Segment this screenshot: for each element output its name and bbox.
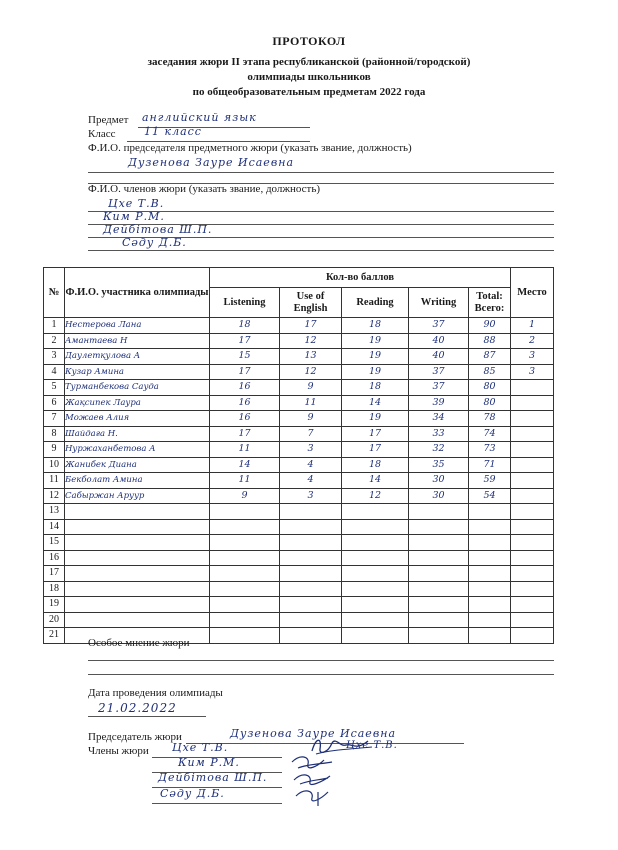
cell-number: 17: [44, 566, 65, 582]
cell-writing: [409, 566, 469, 582]
member-4: Сәду Д.Б.: [122, 236, 187, 249]
cell-use-of-english: 12: [280, 364, 342, 380]
cell-place: 3: [511, 364, 554, 380]
cell-reading: 18: [342, 318, 409, 334]
table-row: [44, 504, 554, 520]
cell-listening: 15: [210, 349, 280, 365]
cell-reading: [342, 581, 409, 597]
cell-reading: 17: [342, 442, 409, 458]
cell-total: 74: [469, 426, 511, 442]
cell-place: [511, 380, 554, 396]
cell-reading: 19: [342, 349, 409, 365]
cell-number: 1: [44, 318, 65, 334]
cell-reading: 14: [342, 395, 409, 411]
cell-number: 18: [44, 581, 65, 597]
cell-writing: 40: [409, 333, 469, 349]
table-row: [44, 535, 554, 551]
cell-total: 88: [469, 333, 511, 349]
cell-listening: [210, 519, 280, 535]
cell-number: 6: [44, 395, 65, 411]
cell-total: 54: [469, 488, 511, 504]
cell-use-of-english: [280, 628, 342, 644]
cell-number: 20: [44, 612, 65, 628]
cell-number: 4: [44, 364, 65, 380]
cell-reading: [342, 566, 409, 582]
cell-total: [469, 566, 511, 582]
cell-place: 1: [511, 318, 554, 334]
cell-use-of-english: [280, 504, 342, 520]
signature-members: [288, 752, 338, 808]
signature-text: Цхе Т.В.: [346, 740, 398, 751]
cell-participant-name: [65, 581, 210, 597]
cell-participant-name: [65, 535, 210, 551]
cell-participant-name: [65, 550, 210, 566]
cell-reading: [342, 550, 409, 566]
cell-place: [511, 597, 554, 613]
cell-participant-name: [65, 566, 210, 582]
cell-participant-name: [65, 612, 210, 628]
cell-place: [511, 442, 554, 458]
cell-writing: [409, 612, 469, 628]
class-label: Класс: [88, 128, 116, 140]
cell-number: 21: [44, 628, 65, 644]
cell-writing: [409, 504, 469, 520]
cell-use-of-english: 17: [280, 318, 342, 334]
cell-reading: [342, 597, 409, 613]
cell-number: 12: [44, 488, 65, 504]
cell-participant-name: Шайдаға Н.: [65, 426, 210, 442]
cell-listening: 9: [210, 488, 280, 504]
cell-writing: [409, 550, 469, 566]
cell-total: 78: [469, 411, 511, 427]
cell-total: 73: [469, 442, 511, 458]
cell-listening: 17: [210, 364, 280, 380]
cell-number: 16: [44, 550, 65, 566]
cell-writing: [409, 628, 469, 644]
header-place: Место: [511, 268, 554, 318]
cell-reading: 12: [342, 488, 409, 504]
cell-participant-name: Даулетқулова А: [65, 349, 210, 365]
table-row: [44, 411, 554, 427]
date-underline: [88, 716, 206, 717]
cell-listening: 16: [210, 380, 280, 396]
cell-place: [511, 550, 554, 566]
cell-total: 80: [469, 380, 511, 396]
cell-number: 9: [44, 442, 65, 458]
table-row: [44, 364, 554, 380]
cell-writing: 30: [409, 488, 469, 504]
subject-label: Предмет: [88, 114, 129, 126]
results-table-body: [44, 318, 554, 644]
cell-total: [469, 581, 511, 597]
header-scores: Кол-во баллов: [210, 268, 511, 288]
results-table: [43, 267, 554, 644]
cell-place: [511, 411, 554, 427]
cell-listening: [210, 612, 280, 628]
cell-total: 90: [469, 318, 511, 334]
cell-place: [511, 535, 554, 551]
cell-place: [511, 426, 554, 442]
cell-number: 19: [44, 597, 65, 613]
footer-member-2: Ким Р.М.: [178, 756, 240, 769]
footer-member-1: Цхе Т.В.: [172, 741, 229, 754]
cell-use-of-english: [280, 550, 342, 566]
cell-use-of-english: [280, 566, 342, 582]
cell-participant-name: [65, 504, 210, 520]
cell-participant-name: Жанибек Диана: [65, 457, 210, 473]
chairman-label: Председатель жюри: [88, 731, 182, 743]
cell-writing: 37: [409, 364, 469, 380]
cell-place: [511, 504, 554, 520]
cell-listening: [210, 535, 280, 551]
cell-participant-name: Можаев Алия: [65, 411, 210, 427]
cell-use-of-english: 11: [280, 395, 342, 411]
cell-number: 11: [44, 473, 65, 489]
table-row: [44, 519, 554, 535]
cell-reading: [342, 628, 409, 644]
table-row: [44, 349, 554, 365]
cell-total: 87: [469, 349, 511, 365]
jury-members-label: Члены жюри: [88, 745, 149, 757]
cell-listening: 17: [210, 426, 280, 442]
table-row: [44, 380, 554, 396]
cell-listening: 11: [210, 473, 280, 489]
cell-number: 13: [44, 504, 65, 520]
cell-place: 2: [511, 333, 554, 349]
cell-participant-name: Бекболат Амина: [65, 473, 210, 489]
date-label: Дата проведения олимпиады: [88, 687, 223, 699]
cell-reading: 14: [342, 473, 409, 489]
cell-place: 3: [511, 349, 554, 365]
cell-reading: [342, 504, 409, 520]
table-row: [44, 395, 554, 411]
table-row: [44, 333, 554, 349]
cell-number: 8: [44, 426, 65, 442]
cell-participant-name: Сабыржан Аруур: [65, 488, 210, 504]
cell-participant-name: Нуржаханбетова А: [65, 442, 210, 458]
cell-use-of-english: 4: [280, 473, 342, 489]
header-participant: Ф.И.О. участника олимпиады: [65, 268, 210, 318]
cell-reading: 18: [342, 457, 409, 473]
cell-use-of-english: 3: [280, 442, 342, 458]
cell-writing: 34: [409, 411, 469, 427]
cell-use-of-english: [280, 581, 342, 597]
cell-participant-name: Кузар Амина: [65, 364, 210, 380]
cell-total: [469, 628, 511, 644]
cell-total: [469, 519, 511, 535]
table-row: [44, 457, 554, 473]
cell-listening: [210, 597, 280, 613]
cell-listening: [210, 504, 280, 520]
cell-use-of-english: [280, 519, 342, 535]
cell-participant-name: [65, 597, 210, 613]
cell-listening: 11: [210, 442, 280, 458]
cell-use-of-english: 3: [280, 488, 342, 504]
cell-number: 15: [44, 535, 65, 551]
members-label: Ф.И.О. членов жюри (указать звание, должность): [88, 183, 321, 195]
cell-total: [469, 550, 511, 566]
member-underline-4: [88, 250, 554, 251]
cell-number: 3: [44, 349, 65, 365]
cell-place: [511, 581, 554, 597]
cell-writing: 39: [409, 395, 469, 411]
cell-reading: [342, 535, 409, 551]
cell-participant-name: Жақсипек Лаура: [65, 395, 210, 411]
cell-listening: 16: [210, 395, 280, 411]
cell-use-of-english: 4: [280, 457, 342, 473]
cell-use-of-english: 9: [280, 411, 342, 427]
table-row: [44, 473, 554, 489]
cell-total: 80: [469, 395, 511, 411]
document-title: ПРОТОКОЛ: [272, 34, 346, 48]
subject-value: английский язык: [142, 111, 257, 124]
cell-reading: 19: [342, 333, 409, 349]
cell-writing: [409, 581, 469, 597]
chair-label: Ф.И.О. председателя предметного жюри (указать звание, должность): [88, 142, 412, 154]
cell-number: 2: [44, 333, 65, 349]
cell-writing: [409, 519, 469, 535]
member-2: Ким Р.М.: [103, 210, 165, 223]
cell-place: [511, 473, 554, 489]
cell-listening: 17: [210, 333, 280, 349]
chairman-value: Дузенова Зауре Исаевна: [230, 727, 397, 740]
cell-total: [469, 612, 511, 628]
table-row: [44, 581, 554, 597]
cell-total: 71: [469, 457, 511, 473]
header-number: №: [44, 268, 65, 318]
table-row: [44, 442, 554, 458]
cell-listening: [210, 581, 280, 597]
opinion-line-1: [88, 660, 554, 661]
table-row: [44, 597, 554, 613]
cell-writing: 40: [409, 349, 469, 365]
cell-listening: 16: [210, 411, 280, 427]
cell-listening: 18: [210, 318, 280, 334]
header-writing: Writing: [409, 288, 469, 318]
table-row: [44, 488, 554, 504]
cell-participant-name: Турманбекова Сауда: [65, 380, 210, 396]
date-value: 21.02.2022: [98, 701, 177, 715]
cell-writing: [409, 597, 469, 613]
cell-number: 7: [44, 411, 65, 427]
document-subtitle-line-1: заседания жюри II этапа республиканской (районной/городской): [147, 56, 471, 68]
cell-number: 10: [44, 457, 65, 473]
footer-member-underline-4: [152, 803, 282, 804]
cell-use-of-english: [280, 612, 342, 628]
cell-place: [511, 519, 554, 535]
footer-member-3: Дейбітова Ш.П.: [158, 771, 268, 784]
cell-use-of-english: 9: [280, 380, 342, 396]
cell-writing: 37: [409, 380, 469, 396]
cell-use-of-english: [280, 535, 342, 551]
document-subtitle-line-3: по общеобразовательным предметам 2022 года: [192, 86, 426, 98]
cell-writing: 33: [409, 426, 469, 442]
cell-listening: [210, 566, 280, 582]
table-row: [44, 550, 554, 566]
table-row: [44, 566, 554, 582]
cell-use-of-english: 13: [280, 349, 342, 365]
class-value: 11 класс: [144, 125, 202, 138]
cell-reading: 17: [342, 426, 409, 442]
opinion-line-2: [88, 674, 554, 675]
cell-place: [511, 612, 554, 628]
chair-value: Дузенова Зауре Исаевна: [128, 156, 295, 169]
cell-listening: 14: [210, 457, 280, 473]
cell-listening: [210, 550, 280, 566]
cell-total: 85: [469, 364, 511, 380]
cell-participant-name: [65, 519, 210, 535]
footer-member-4: Сәду Д.Б.: [160, 787, 225, 800]
table-row: [44, 318, 554, 334]
cell-participant-name: Нестерова Лана: [65, 318, 210, 334]
jury-opinion-label: Особое мнение жюри: [88, 637, 190, 649]
cell-number: 5: [44, 380, 65, 396]
cell-place: [511, 628, 554, 644]
cell-place: [511, 488, 554, 504]
cell-reading: [342, 612, 409, 628]
cell-total: [469, 597, 511, 613]
cell-reading: 19: [342, 411, 409, 427]
cell-total: [469, 504, 511, 520]
member-3: Дейбітова Ш.П.: [103, 223, 213, 236]
cell-writing: 35: [409, 457, 469, 473]
cell-listening: [210, 628, 280, 644]
header-total: Total: Всего:: [469, 288, 511, 318]
cell-place: [511, 566, 554, 582]
cell-place: [511, 395, 554, 411]
cell-use-of-english: [280, 597, 342, 613]
cell-total: 59: [469, 473, 511, 489]
cell-reading: [342, 519, 409, 535]
table-row: [44, 426, 554, 442]
cell-total: [469, 535, 511, 551]
cell-participant-name: Амантаева Н: [65, 333, 210, 349]
cell-use-of-english: 7: [280, 426, 342, 442]
cell-place: [511, 457, 554, 473]
cell-reading: 19: [342, 364, 409, 380]
member-1: Цхе Т.В.: [108, 197, 165, 210]
header-reading: Reading: [342, 288, 409, 318]
document-subtitle-line-2: олимпиады школьников: [247, 71, 371, 83]
cell-reading: 18: [342, 380, 409, 396]
cell-writing: 37: [409, 318, 469, 334]
cell-writing: 32: [409, 442, 469, 458]
table-row: [44, 612, 554, 628]
cell-number: 14: [44, 519, 65, 535]
header-listening: Listening: [210, 288, 280, 318]
cell-use-of-english: 12: [280, 333, 342, 349]
cell-writing: [409, 535, 469, 551]
header-use-of-english: Use of English: [280, 288, 342, 318]
cell-writing: 30: [409, 473, 469, 489]
chair-underline-1: [88, 172, 554, 173]
